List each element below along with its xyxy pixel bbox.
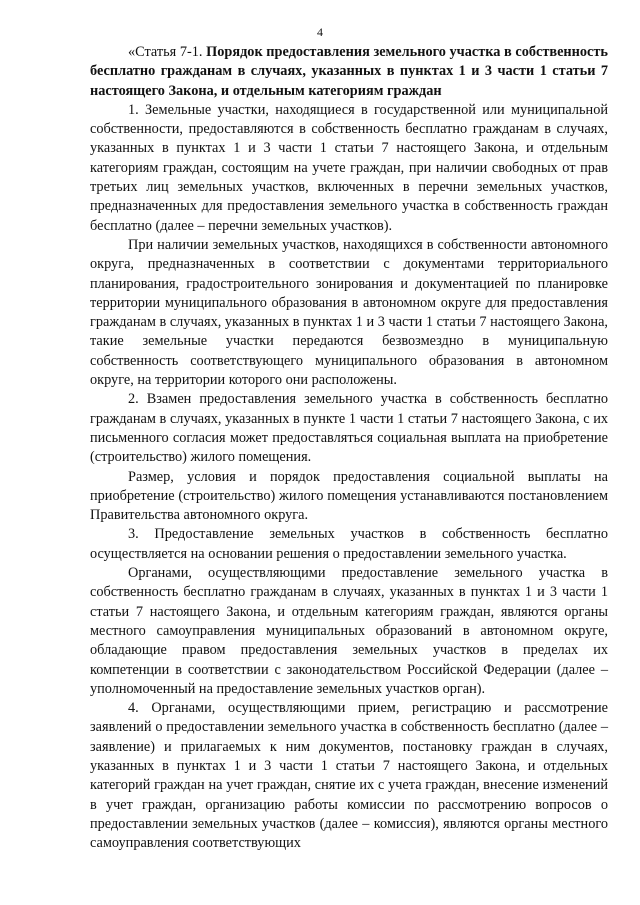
paragraph: Органами, осуществляющими предоставление земельного участка в собственность бесплатно гражданам в случаях, указанных в пунктах 1 и 3 части 1 статьи 7 настоящего Закона, и отдельным категориям граждан, являются органы местного самоуправления муниципальных образований в автономном округе, обладающие правом предоставления земельных участков в пределах их компетенции в соответствии с законодательством Российской Федерации (далее – уполномоченный на предоставление земельных участков орган).	[90, 565, 608, 697]
article-prefix: «Статья 7-1.	[128, 44, 207, 60]
paragraph: 1. Земельные участки, находящиеся в государственной или муниципальной собственности, предоставляются в собственность бесплатно гражданам в случаях, указанных в пунктах 1 и 3 части 1 статьи 7 настоящего Закона, и отдельным категориям граждан, состоящим на учете граждан, при наличии свободных от прав третьих лиц земельных участков, включенных в перечни земельных участков, предназначенных для предоставления земельного участка в собственность граждан бесплатно (далее – перечни земельных участков).	[90, 101, 608, 234]
document-body	[90, 43, 608, 853]
paragraph: Размер, условия и порядок предоставления социальной выплаты на приобретение (строительство) жилого помещения устанавливаются постановлением Правительства автономного округа.	[90, 468, 608, 524]
page-number: 4	[317, 25, 323, 39]
article-heading	[90, 43, 608, 101]
article-title: Порядок предоставления земельного участка в собственность бесплатно гражданам в случаях, указанных в пунктах 1 и 3 части 1 статьи 7 настоящего Закона, и отдельным категориям граждан	[90, 44, 608, 99]
paragraph: 4. Органами, осуществляющими прием, регистрацию и рассмотрение заявлений о предоставлении земельного участка в собственность бесплатно (далее – заявление) и прилагаемых к ним документов, постановку граждан в случаях, указанных в пунктах 1 и 3 части 1 статьи 7 настоящего Закона, и отдельных категорий граждан на учет граждан, снятие их с учета граждан, внесение изменений в учет граждан, организацию работы комиссии по рассмотрению вопросов о предоставлении земельных участков (далее – комиссия), являются органы местного самоуправления соответствующих	[90, 700, 608, 852]
paragraph: 3. Предоставление земельных участков в собственность бесплатно осуществляется на основании решения о предоставлении земельного участка.	[90, 526, 608, 562]
paragraph: 2. Взамен предоставления земельного участка в собственность бесплатно гражданам в случаях, указанных в пункте 1 части 1 статьи 7 настоящего Закона, с их письменного согласия может предоставляться социальная выплата на приобретение (строительство) жилого помещения.	[90, 391, 608, 466]
paragraph: При наличии земельных участков, находящихся в собственности автономного округа, предназначенных в соответствии с документами территориального планирования, градостроительного зонирования и документацией по планировке территории муниципального образования в автономном округе для предоставления гражданам в случаях, указанных в пунктах 1 и 3 части 1 статьи 7 настоящего Закона, такие земельные участки передаются безвозмездно в муниципальную собственность соответствующего муниципального образования в автономном округе, на территории которого они расположены.	[90, 236, 608, 389]
